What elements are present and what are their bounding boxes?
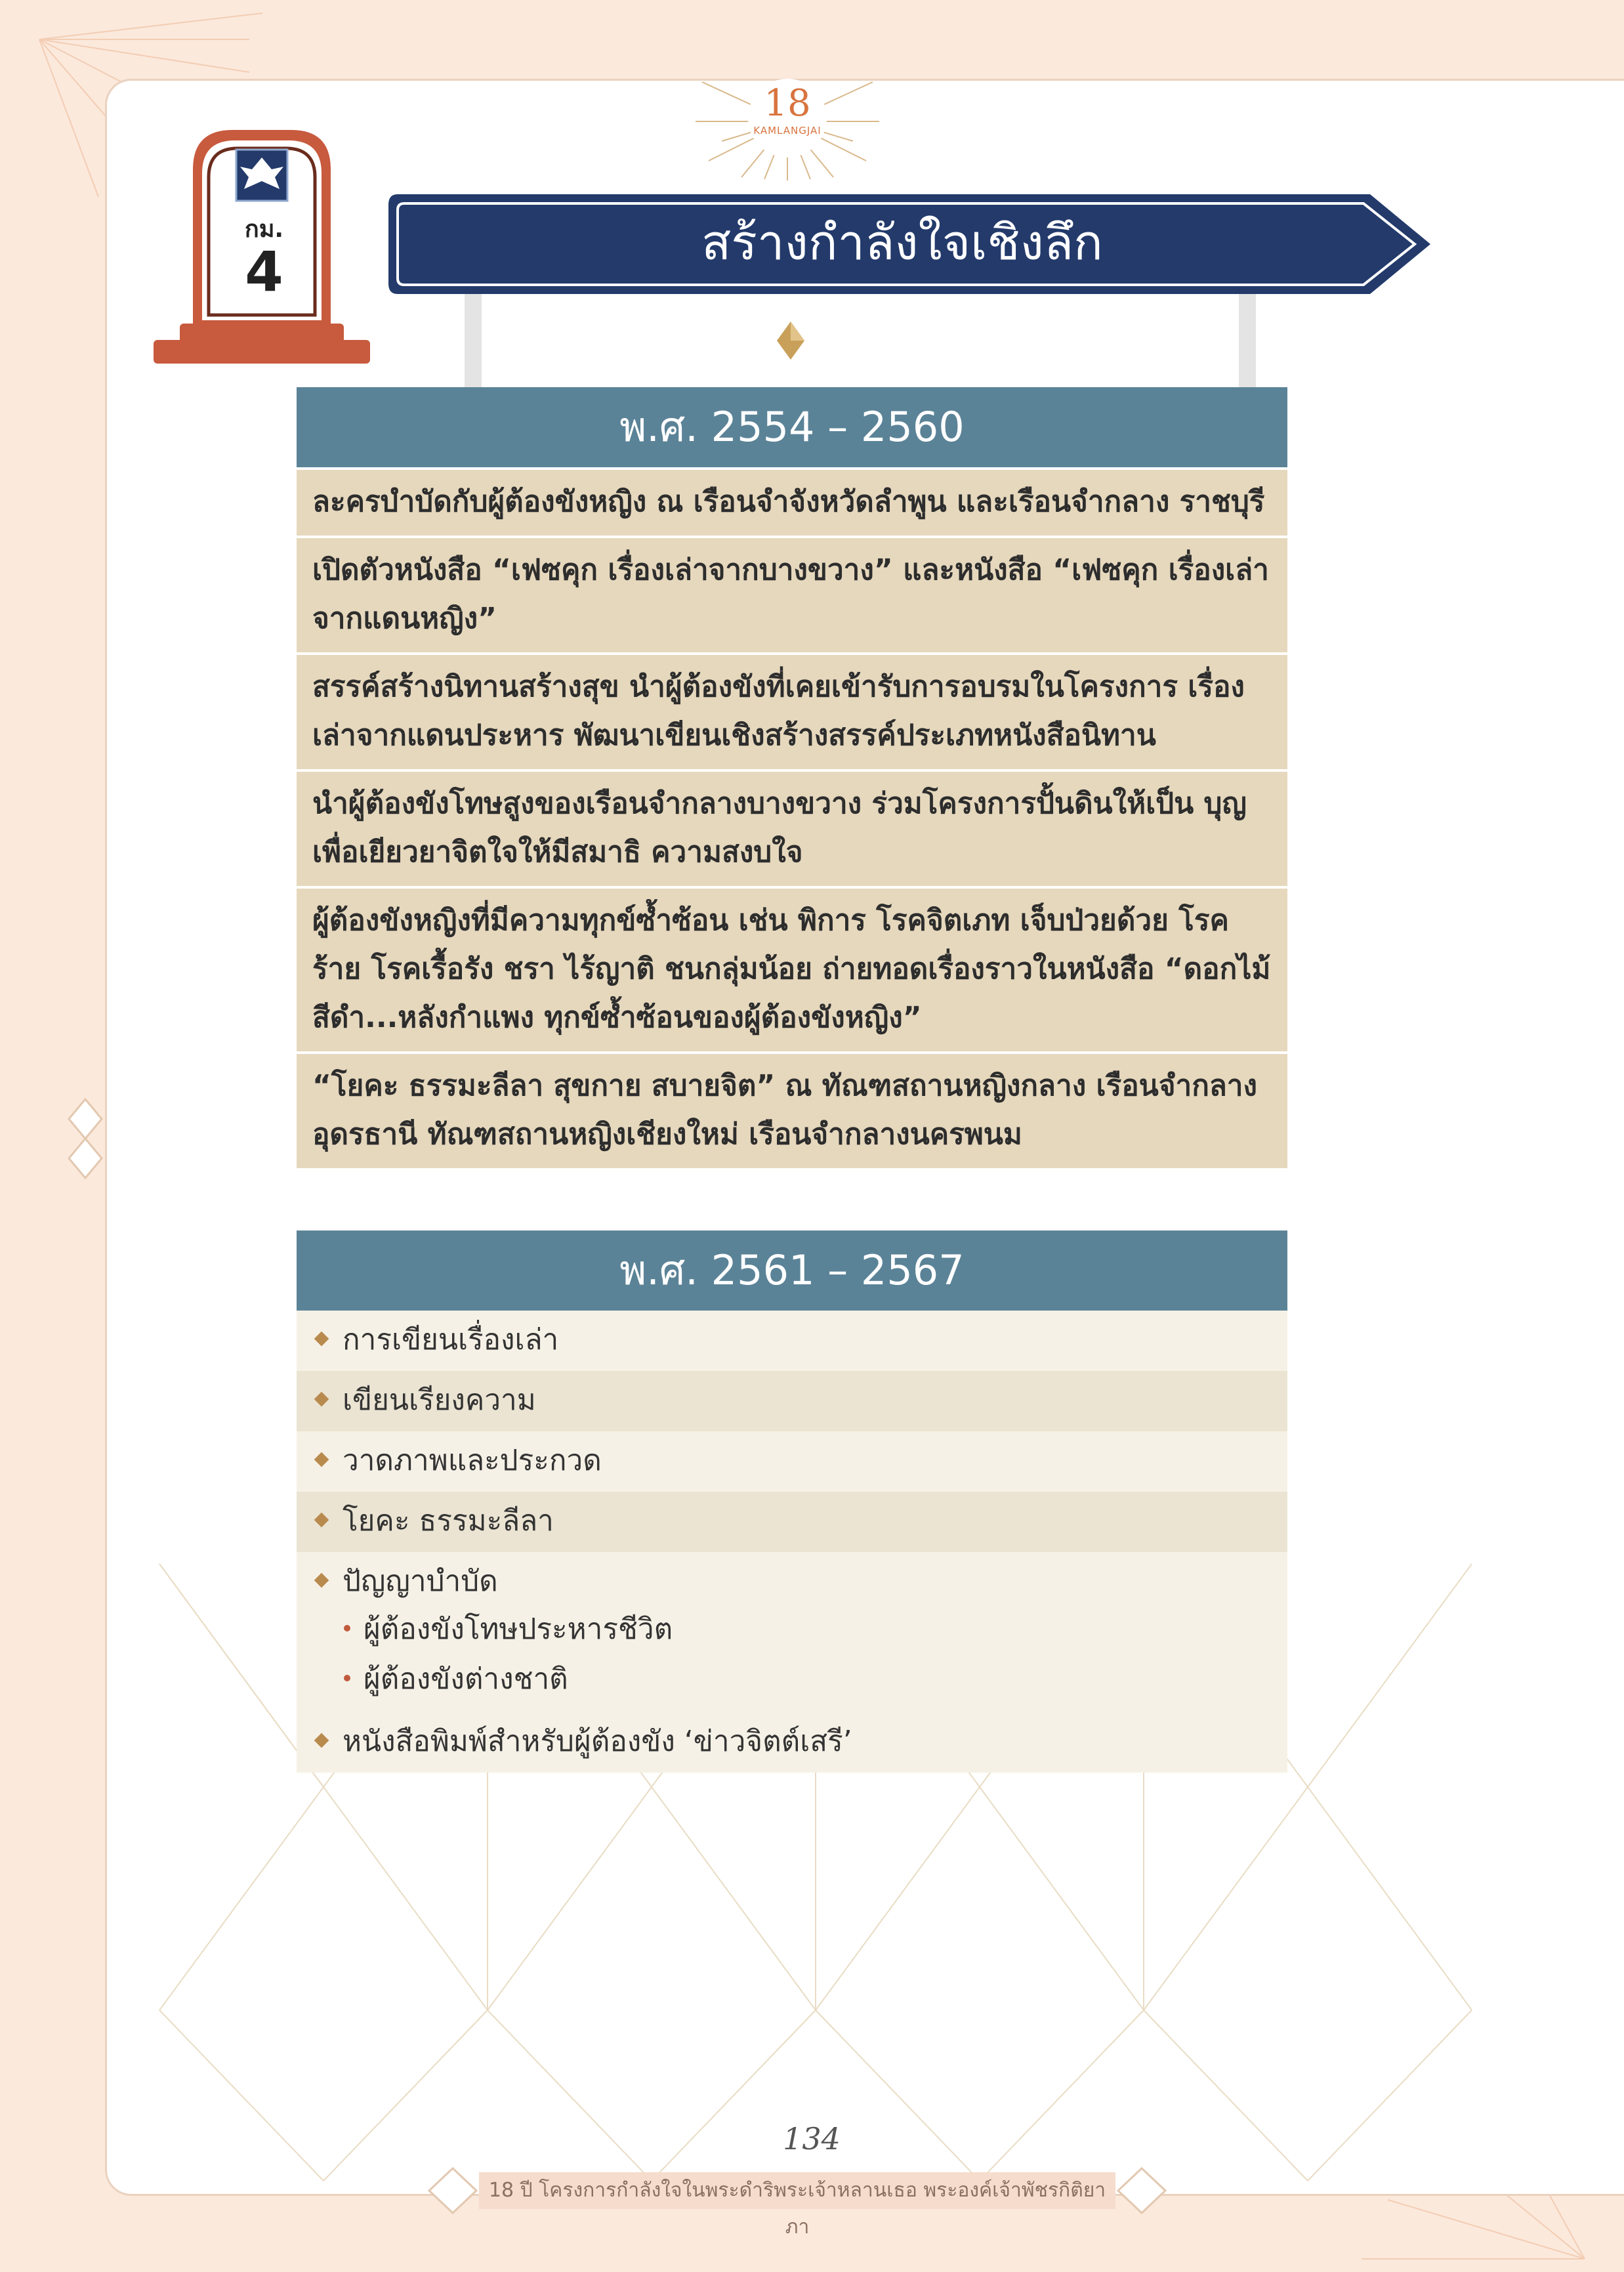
dot-bullet-icon [344, 1625, 350, 1631]
page-title: สร้างกำลังใจเชิงลึก [701, 215, 1103, 271]
diamond-bullet-icon [314, 1392, 329, 1407]
event-item: “โยคะ ธรรมะลีลา สุขกาย สบายจิต” ณ ทัณฑสถานหญิงกลาง เรือนจำกลาง อุดรธานี ทัณฑสถานหญิงเชียงใหม่ เรือนจำกลางนครพนม [297, 1054, 1287, 1168]
milestone-number: 4 [245, 240, 283, 304]
topic-item [297, 1492, 1287, 1552]
diamond-bullet-icon [314, 1513, 329, 1528]
topic-label: ปัญญาบำบัด [343, 1565, 498, 1598]
diamond-bullet-icon [314, 1332, 329, 1347]
topic-label: วาดภาพและประกวด [343, 1444, 602, 1477]
event-item: เปิดตัวหนังสือ “เฟซคุก เรื่องเล่าจากบางขวาง” และหนังสือ “เฟซคุก เรื่องเล่า จากแดนหญิง” [297, 538, 1287, 652]
period-header: พ.ศ. 2561 – 2567 [297, 1231, 1287, 1311]
dot-bullet-icon [344, 1675, 350, 1681]
diamond-bullet-icon [314, 1573, 329, 1588]
subtopic-item [312, 1654, 1272, 1704]
topic-item [297, 1431, 1287, 1492]
brand-number: 18 [764, 82, 811, 125]
footer-diamond-ornament-right [1115, 2166, 1168, 2216]
footer-caption: 18 ปี โครงการกำลังใจในพระดำริพระเจ้าหลานเธอ พระองค์เจ้าพัชรกิติยาภา [479, 2172, 1115, 2209]
diamond-bullet-icon [314, 1452, 329, 1467]
topic-item [297, 1371, 1287, 1431]
topic-item [297, 1311, 1287, 1371]
event-item: ละครบำบัดกับผู้ต้องขังหญิง ณ เรือนจำจังหวัดลำพูน และเรือนจำกลาง ราชบุรี [297, 470, 1287, 536]
event-item: ผู้ต้องขังหญิงที่มีความทุกข์ซ้ำซ้อน เช่น พิการ โรคจิตเภท เจ็บป่วยด้วย โรคร้าย โรคเรื้อรัง ชรา ไร้ญาติ ชนกลุ่มน้อย ถ่ายทอดเรื่องราวในหนังสือ “ดอกไม้สีดำ...หลังกำแพง ทุกข์ซ้ำซ้อนของผู้ต้องขังหญิง” [297, 889, 1287, 1051]
side-diamond-ornament [66, 1096, 105, 1181]
topic-label: โยคะ ธรรมะลีลา [343, 1504, 554, 1538]
subtopic-label: ผู้ต้องขังต่างชาติ [364, 1662, 568, 1696]
topic-label: หนังสือพิมพ์สำหรับผู้ต้องขัง ‘ข่าวจิตต์เสรี’ [343, 1725, 852, 1758]
topic-item [297, 1552, 1287, 1712]
footer-diamond-ornament-left [427, 2166, 479, 2216]
milestone-label: กม. [244, 216, 284, 243]
subtopic-item [312, 1605, 1272, 1654]
topic-label: เขียนเรียงความ [343, 1383, 536, 1417]
brand-name: KAMLANGJAI [753, 125, 822, 137]
period-header: พ.ศ. 2554 – 2560 [297, 387, 1287, 467]
gold-diamond-icon [776, 320, 806, 361]
page-number: 134 [783, 2121, 841, 2156]
event-item: สรรค์สร้างนิทานสร้างสุข นำผู้ต้องขังที่เคยเข้ารับการอบรมในโครงการ เรื่องเล่าจากแดนประหาร พัฒนาเขียนเชิงสร้างสรรค์ประเภทหนังสือนิทาน [297, 655, 1287, 769]
diamond-bullet-icon [314, 1733, 329, 1748]
topic-item [297, 1712, 1287, 1773]
period-2554-2560-section [297, 387, 1287, 1168]
period-2561-2567-section [297, 1231, 1287, 1773]
event-item: นำผู้ต้องขังโทษสูงของเรือนจำกลางบางขวาง ร่วมโครงการปั้นดินให้เป็น บุญ เพื่อเยียวยาจิตใจให้มีสมาธิ ความสงบใจ [297, 772, 1287, 886]
topic-label: การเขียนเรื่องเล่า [343, 1323, 559, 1357]
subtopic-label: ผู้ต้องขังโทษประหารชีวิต [364, 1612, 673, 1646]
